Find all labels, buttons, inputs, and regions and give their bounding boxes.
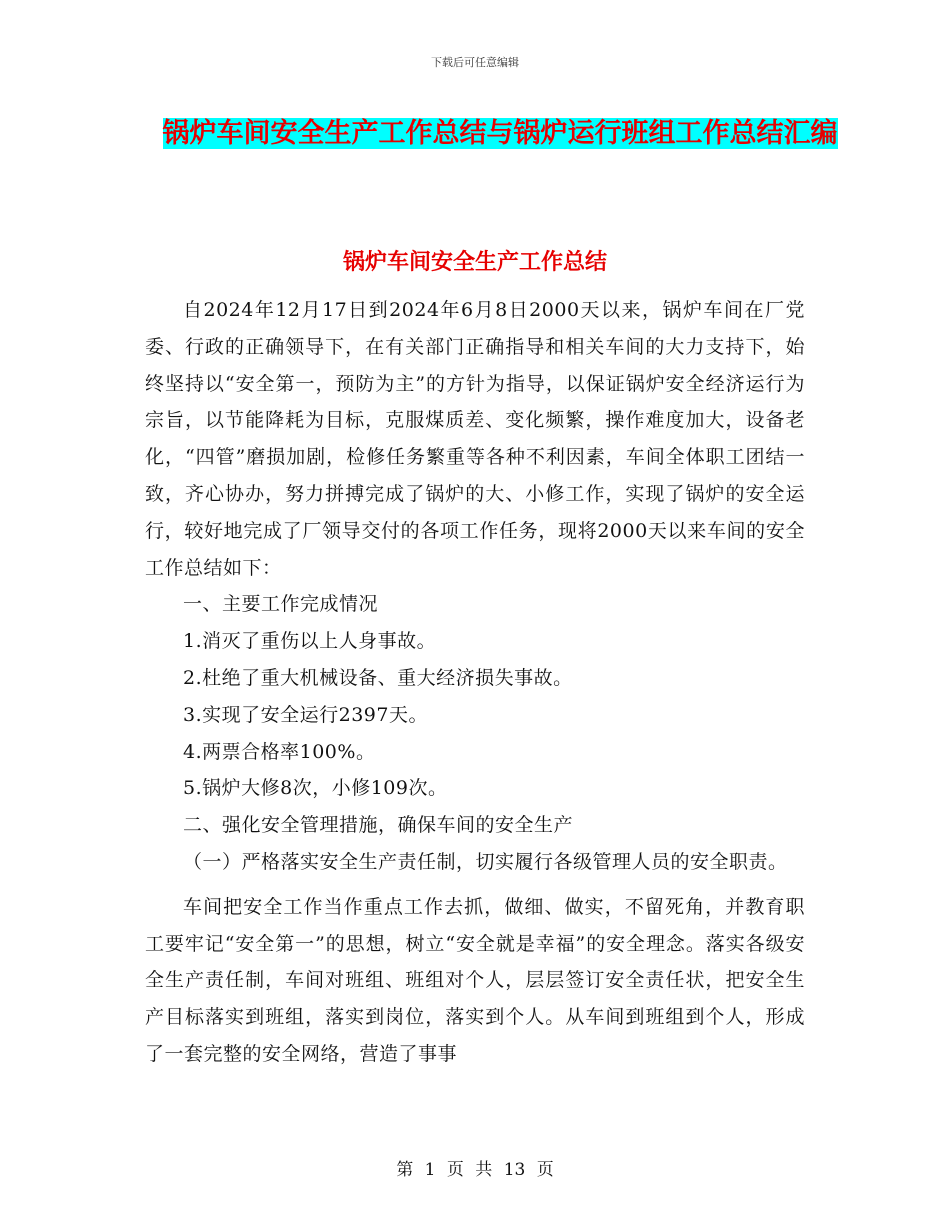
section-title: 锅炉车间安全生产工作总结 (342, 250, 607, 275)
paragraph-responsibility: 车间把安全工作当作重点工作去抓，做细、做实，不留死角，并教育职工要牢记“安全第一”的思想，树立“安全就是幸福”的安全理念。落实各级安全生产责任制，车间对班组、班组对个人，层层签订安全责任状，把安全生产目标落实到班组，落实到岗位，落实到个人。从车间到班组到个人，形成了一套完整的安全网络，营造了事事 (145, 895, 805, 1065)
list-item: 2.杜绝了重大机械设备、重大经济损失事故。 (183, 666, 573, 689)
subheading-responsibility: （一）严格落实安全生产责任制，切实履行各级管理人员的安全职责。 (183, 850, 788, 873)
heading-safety-measures: 二、强化安全管理措施，确保车间的安全生产 (183, 814, 574, 837)
list-item: 4.两票合格率100%。 (183, 740, 376, 763)
heading-main-work: 一、主要工作完成情况 (183, 593, 379, 616)
header-note: 下载后可任意编辑 (431, 56, 519, 69)
paragraph-gap (145, 881, 805, 889)
document-title-text: 锅炉车间安全生产工作总结与锅炉运行班组工作总结汇编 (162, 118, 838, 149)
list-item: 3.实现了安全运行2397天。 (183, 703, 428, 726)
list-item: 1.消灭了重伤以上人身事故。 (183, 630, 437, 653)
paragraph-intro: 自2024年12月17日到2024年6月8日2000天以来，锅炉车间在厂党委、行政的正确领导下，在有关部门正确指导和相关车间的大力支持下，始终坚持以“安全第一，预防为主”的方针为指导，以保证锅炉安全经济运行为宗旨，以节能降耗为目标，克服煤质差、变化频繁，操作难度加大，设备老化，“四管”磨损加剧，检修任务繁重等各种不利因素，车间全体职工团结一致，齐心协办，努力拼搏完成了锅炉的大、小修工作，实现了锅炉的安全运行，较好地完成了厂领导交付的各项工作任务，现将2000天以来车间的安全工作总结如下： (145, 299, 805, 579)
document-body (145, 292, 805, 1073)
page-footer: 第 1 页 共 13 页 (396, 1160, 554, 1180)
list-item: 5.锅炉大修8次，小修109次。 (183, 777, 448, 800)
document-title (140, 110, 860, 158)
